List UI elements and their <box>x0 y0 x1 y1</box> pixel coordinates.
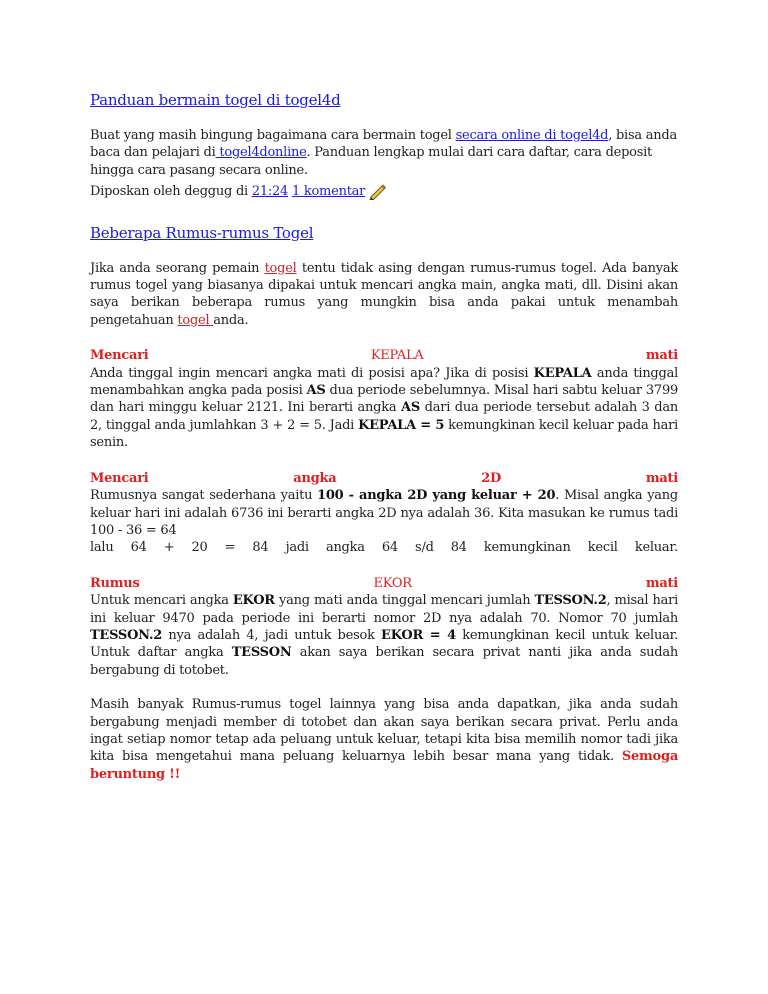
bold-term: AS <box>306 383 326 399</box>
head-word: 2D <box>481 470 502 486</box>
body-text: Untuk mencari angka <box>90 593 233 609</box>
body-text: kemungkinan kecil keluar pada hari senin. <box>90 417 678 451</box>
head-word: Rumus <box>90 575 140 591</box>
bold-term: TESSON.2 <box>90 627 163 643</box>
body-text: . Misal angka yang keluar hari ini adalah 6736 ini berarti angka 2D nya adalah 36. Kita masukan ke rumus tadi 100 - 36 = 64 <box>90 488 678 538</box>
togel-link-2[interactable]: togel <box>177 312 214 328</box>
body-text: Anda tinggal ingin mencari angka mati di posisi apa? Jika di posisi <box>90 365 534 381</box>
intro-text-c: anda. <box>213 312 249 328</box>
togel4d-link[interactable]: secara online di togel4d <box>455 128 609 143</box>
section-body-ekor <box>90 592 678 679</box>
head-word: mati <box>645 470 678 486</box>
bold-term: KEPALA <box>533 365 592 381</box>
blog-page <box>90 0 678 783</box>
last-line-word: 20 <box>191 540 208 556</box>
section-head-ekor <box>90 575 678 592</box>
post1-text-b: , bisa anda baca dan pelajari di <box>90 128 677 161</box>
last-line-word: = <box>224 540 236 556</box>
last-line-word: 64 <box>130 540 147 556</box>
section-head-2d <box>90 470 678 487</box>
post-body-1 <box>90 127 678 179</box>
body-text: nya adalah 4, jadi untuk besok <box>162 627 382 643</box>
last-line-word: keluar. <box>634 540 678 556</box>
body-text: dua periode sebelumnya. Misal hari sabtu keluar 3799 dan hari minggu keluar 2121. Ini berarti angka <box>90 383 678 416</box>
head-word: mati <box>645 575 678 591</box>
section-body-2d <box>90 487 678 539</box>
last-line-word: jadi <box>285 540 309 556</box>
last-line-word: s/d <box>415 540 434 556</box>
bold-term: 100 - angka 2D yang keluar + 20 <box>317 488 556 504</box>
togel-link-1[interactable]: togel <box>264 260 297 276</box>
post1-text-c: . Panduan lengkap mulai dari cara daftar, cara deposit hingga cara pasang secara online. <box>90 145 653 178</box>
body-text: akan saya berikan secara privat nanti jika anda sudah bergabung di totobet. <box>90 645 678 678</box>
intro-text-b: tentu tidak asing dengan rumus-rumus togel. Ada banyak rumus togel yang biasanya dipakai untuk mencari angka main, angka mati, dll. Disini akan saya berikan beberapa rumus yang mungkin bisa anda pakai untuk menambah pengetahuan <box>90 260 678 328</box>
head-word: Mencari <box>90 348 149 364</box>
last-line-word: 84 <box>450 540 467 556</box>
bold-term: EKOR <box>232 593 275 609</box>
head-word: mati <box>645 348 678 364</box>
section-body-kepala <box>90 365 678 452</box>
head-word: EKOR <box>373 575 412 591</box>
body-text: , misal hari ini keluar 9470 pada periode ini berarti nomor 2D nya adalah 70. Nomor 70 jumlah <box>90 593 678 626</box>
bold-term: TESSON.2 <box>534 593 607 609</box>
closing-text: Masih banyak Rumus-rumus togel lainnya yang bisa anda dapatkan, jika anda sudah bergabung menjadi member di totobet dan akan saya berikan secara privat. Perlu anda ingat setiap nomor tetap ada peluang untuk keluar, tetapi kita bisa memilih nomor tadi jika kita bisa mengetahui mana peluang keluarnya lebih besar mana yang tidak. <box>90 697 678 765</box>
last-line-word: angka <box>325 540 365 556</box>
post-title-link-1[interactable]: Panduan bermain togel di togel4d <box>90 91 341 109</box>
head-word: KEPALA <box>370 348 424 364</box>
body-text: Rumusnya sangat sederhana yaitu <box>90 488 318 504</box>
post1-text-a: Buat yang masih bingung bagaimana cara bermain togel <box>90 128 456 143</box>
bold-term: AS <box>401 400 420 416</box>
post-time-link[interactable]: 21:24 <box>251 184 289 200</box>
body-text: anda tinggal menambahkan angka pada posisi <box>90 365 678 399</box>
post-title-1 <box>90 90 678 110</box>
bold-term: TESSON <box>231 645 292 661</box>
last-line-word: + <box>163 540 175 556</box>
head-word: Mencari <box>90 470 149 486</box>
body-text: yang mati anda tinggal mencari jumlah <box>274 593 535 609</box>
section-head-kepala <box>90 347 678 364</box>
intro-text-a: Jika anda seorang pemain <box>90 260 265 276</box>
bold-term: KEPALA = 5 <box>358 417 445 433</box>
last-line-word: kecil <box>587 540 618 556</box>
post2-intro <box>90 260 678 330</box>
post-title-2 <box>90 223 678 243</box>
togel4donline-link[interactable]: togel4donline <box>215 145 307 161</box>
closing-paragraph <box>90 696 678 783</box>
bold-term: EKOR = 4 <box>381 627 456 643</box>
body-text: dari dua periode tersebut adalah 3 dan 2, tinggal anda jumlahkan 3 + 2 = 5. Jadi <box>90 400 679 433</box>
last-line-word: lalu <box>90 540 114 556</box>
body-text: kemungkinan kecil untuk keluar. Untuk daftar angka <box>90 627 678 661</box>
last-line-word: 64 <box>381 540 398 556</box>
head-word: angka <box>293 470 337 486</box>
pencil-icon[interactable] <box>368 184 386 200</box>
post-meta <box>90 183 678 200</box>
last-line-word: kemungkinan <box>483 540 571 556</box>
good-luck-text: Semoga beruntung !! <box>90 749 678 782</box>
post-author: Diposkan oleh deggug di <box>90 184 252 200</box>
section-body-2d-last-line <box>90 539 678 556</box>
last-line-word: 84 <box>252 540 269 556</box>
comments-link[interactable]: 1 komentar <box>291 184 366 200</box>
post-title-link-2[interactable]: Beberapa Rumus-rumus Togel <box>90 223 314 242</box>
